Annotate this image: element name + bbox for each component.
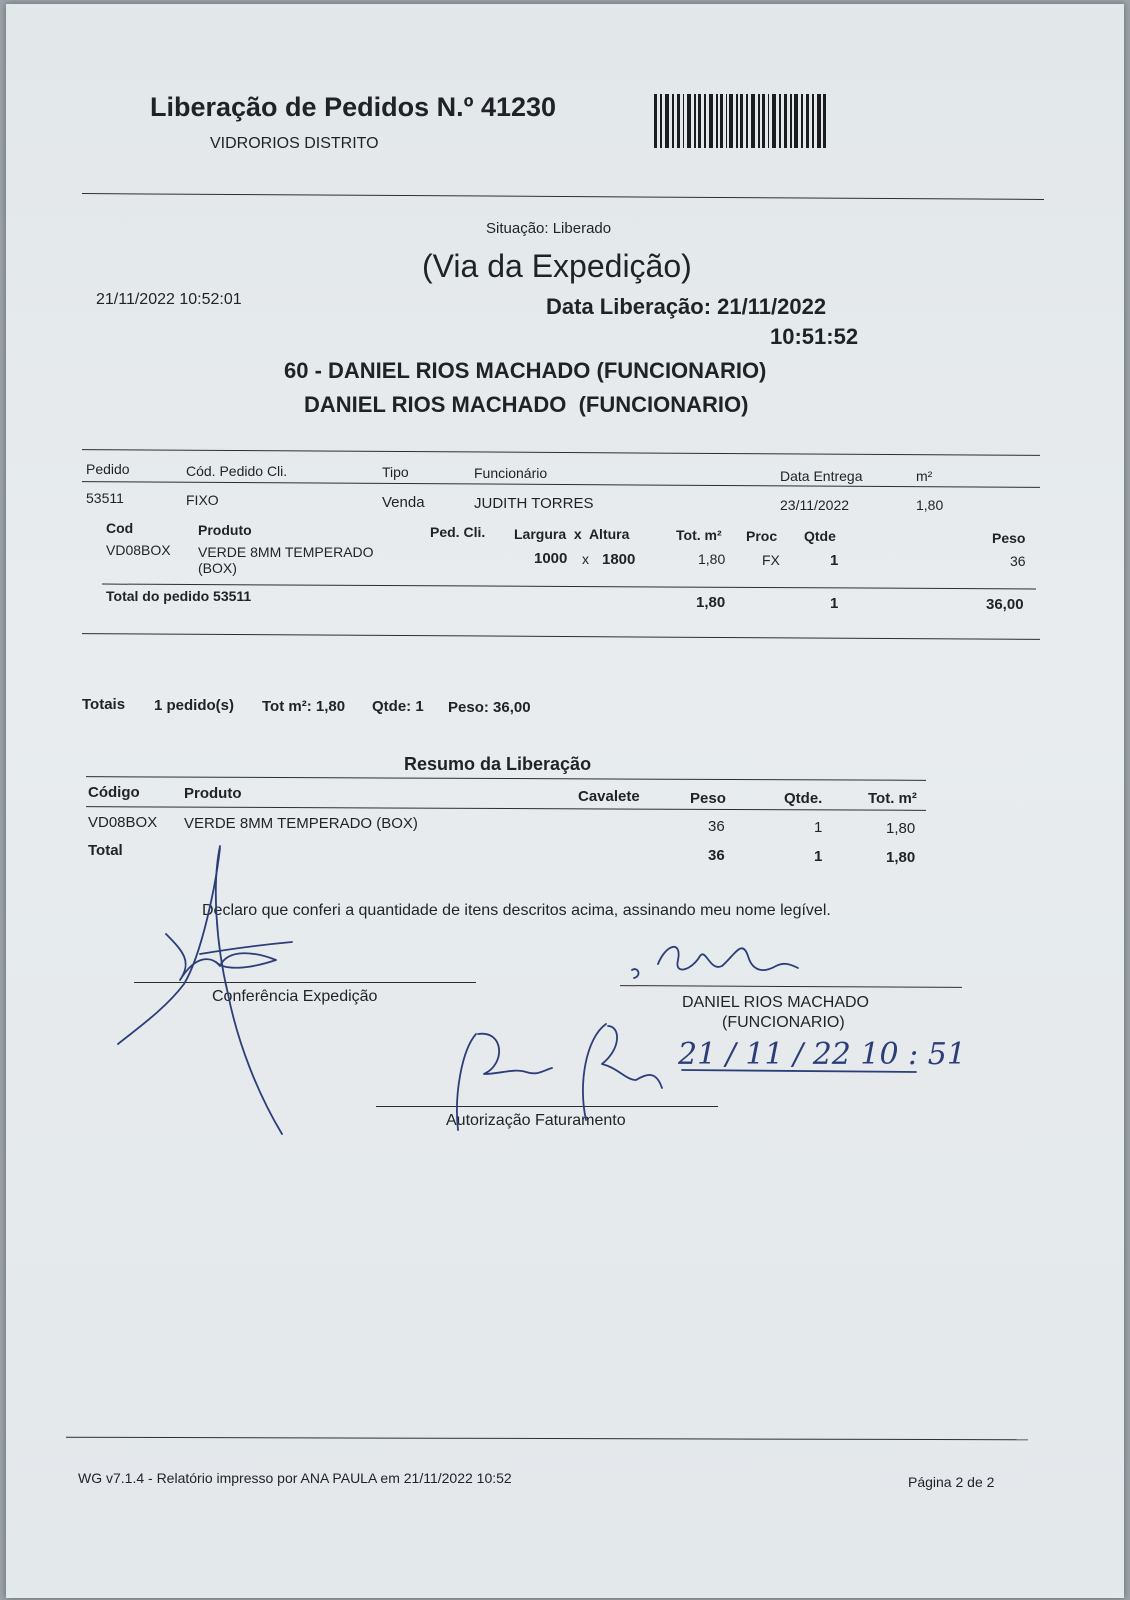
- resumo-header-codigo: Código: [88, 784, 140, 801]
- signature-funcionario-mark: [658, 947, 798, 970]
- totais-peso: Peso: 36,00: [448, 699, 531, 716]
- company-name: VIDRORIOS DISTRITO: [210, 135, 379, 152]
- print-datetime: 21/11/2022 10:52:01: [96, 291, 242, 308]
- item-header-proc: Proc: [746, 528, 778, 544]
- total-pedido-peso: 36,00: [986, 596, 1024, 613]
- item-header-cod: Cod: [106, 520, 134, 536]
- resumo-total-qtde: 1: [814, 848, 823, 865]
- cell-data-entrega: 23/11/2022: [780, 497, 850, 513]
- signature-autorizacao-mark: [457, 1034, 552, 1130]
- data-liberacao: Data Liberação: 21/11/2022: [546, 294, 827, 319]
- col-header-pedido: Pedido: [86, 461, 130, 477]
- resumo-header-tot-m2: Tot. m²: [868, 790, 917, 807]
- resumo-title: Resumo da Liberação: [404, 754, 592, 774]
- item-produto-line-1: VERDE 8MM TEMPERADO: [198, 544, 374, 560]
- col-header-tipo: Tipo: [382, 464, 409, 480]
- totais-label: Totais: [82, 696, 126, 713]
- item-proc: FX: [762, 552, 780, 568]
- signature-label-autorizacao: Autorização Faturamento: [446, 1112, 626, 1129]
- resumo-peso: 36: [708, 818, 725, 835]
- signature-label-conferencia: Conferência Expedição: [212, 988, 378, 1005]
- resumo-header-peso: Peso: [690, 790, 726, 807]
- col-header-cod-pedido-cli: Cód. Pedido Cli.: [186, 463, 288, 479]
- footer-page-number: Página 2 de 2: [908, 1474, 995, 1490]
- cell-funcionario: JUDITH TORRES: [474, 495, 594, 512]
- totais-pedidos: 1 pedido(s): [154, 697, 235, 714]
- col-header-data-entrega: Data Entrega: [780, 468, 863, 484]
- item-altura: 1800: [602, 551, 636, 568]
- resumo-total-label: Total: [88, 842, 123, 859]
- resumo-codigo: VD08BOX: [88, 814, 158, 831]
- handwritten-signatures: [6, 4, 1124, 1204]
- signature-label-funcionario-1: DANIEL RIOS MACHADO: [682, 994, 869, 1011]
- signature-label-funcionario-2: (FUNCIONARIO): [722, 1014, 845, 1031]
- item-header-ped-cli: Ped. Cli.: [430, 524, 486, 540]
- resumo-header-cavalete: Cavalete: [578, 788, 640, 805]
- client-line-1: 60 - DANIEL RIOS MACHADO (FUNCIONARIO): [284, 358, 767, 383]
- item-x: x: [582, 551, 589, 567]
- totais-qtde: Qtde: 1: [372, 698, 424, 715]
- resumo-produto: VERDE 8MM TEMPERADO (BOX): [184, 815, 418, 832]
- resumo-header-qtde: Qtde.: [784, 790, 823, 807]
- document-page: [6, 4, 1124, 1598]
- col-header-funcionario: Funcionário: [474, 465, 548, 481]
- item-cod: VD08BOX: [106, 542, 171, 558]
- client-line-2: DANIEL RIOS MACHADO (FUNCIONARIO): [304, 392, 749, 417]
- footer-printed-by: WG v7.1.4 - Relatório impresso por ANA PAULA em 21/11/2022 10:52: [78, 1470, 512, 1486]
- item-largura: 1000: [534, 550, 568, 567]
- item-header-qtde: Qtde: [804, 528, 836, 544]
- resumo-qtde: 1: [814, 819, 823, 836]
- cell-tipo: Venda: [382, 494, 425, 511]
- item-qtde: 1: [830, 552, 839, 569]
- item-tot-m2: 1,80: [698, 551, 726, 567]
- via-label: (Via da Expedição): [422, 248, 692, 284]
- footer-divider: [66, 1437, 1028, 1441]
- total-pedido-label: Total do pedido 53511: [106, 588, 252, 604]
- resumo-header-produto: Produto: [184, 785, 242, 802]
- item-header-tot-m2: Tot. m²: [676, 527, 722, 543]
- item-peso: 36: [1010, 553, 1026, 569]
- situacao-label: Situação: Liberado: [486, 220, 612, 237]
- hora-liberacao: 10:51:52: [770, 324, 859, 349]
- item-header-peso: Peso: [992, 530, 1026, 546]
- cell-pedido: 53511: [86, 490, 124, 506]
- cell-m2: 1,80: [916, 497, 944, 513]
- handwritten-date: 21 / 11 / 22 10 : 51: [678, 1037, 966, 1072]
- item-header-produto: Produto: [198, 522, 252, 538]
- col-header-m2: m²: [916, 468, 933, 484]
- total-pedido-m2: 1,80: [696, 594, 726, 611]
- total-pedido-qtde: 1: [830, 595, 839, 612]
- cell-cod-pedido-cli: FIXO: [186, 492, 219, 508]
- resumo-tot-m2: 1,80: [886, 820, 916, 837]
- resumo-total-peso: 36: [708, 847, 725, 864]
- declaration-text: Declaro que conferi a quantidade de itens descritos acima, assinando meu nome legível.: [202, 902, 831, 919]
- totais-m2: Tot m²: 1,80: [262, 698, 346, 715]
- item-produto-line-2: (BOX): [198, 560, 237, 576]
- item-header-largura-altura: Largura x Altura: [514, 526, 630, 542]
- document-title: Liberação de Pedidos N.º 41230: [150, 92, 557, 122]
- resumo-total-tot-m2: 1,80: [886, 849, 916, 866]
- signature-conferencia-mark: [216, 846, 282, 1134]
